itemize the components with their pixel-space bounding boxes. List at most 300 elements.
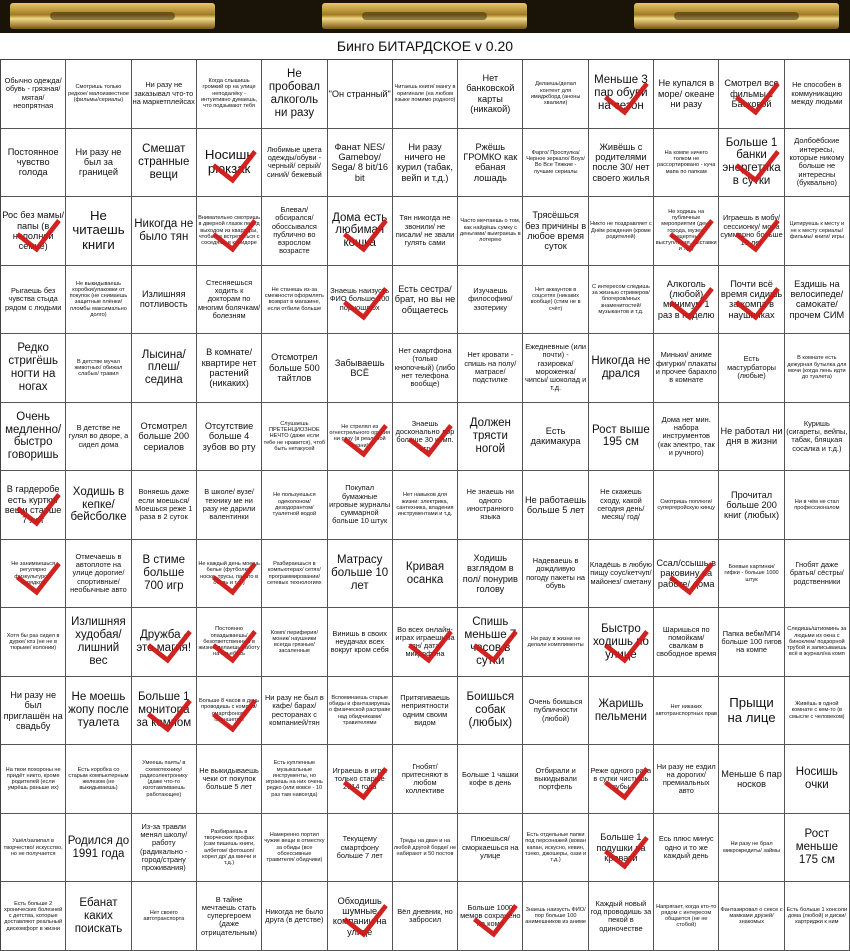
bingo-cell[interactable] bbox=[328, 266, 393, 335]
bingo-cell[interactable] bbox=[589, 334, 654, 403]
bingo-cell-text: Изучаешь философию/ эзотерику bbox=[468, 285, 513, 312]
bingo-cell-text: Никогда не дрался bbox=[591, 355, 651, 380]
bingo-cell-text: Гнобят даже братья/ сёстры/ родственники bbox=[789, 560, 844, 586]
bingo-cell-text: "Он странный" bbox=[328, 88, 391, 99]
bingo-cell-text: Никто не поздравляет с Днём рождения (кроме родителей) bbox=[590, 221, 652, 240]
bingo-cell-text: Ходишь в кепке/ бейсболке bbox=[70, 485, 127, 524]
bingo-cell[interactable] bbox=[262, 540, 327, 609]
bingo-cell-text: На компе ничего толком не рассортировано - куча мапа по папкам bbox=[657, 149, 716, 175]
bingo-cell-text: Есть мастурбаторы (любые) bbox=[727, 354, 776, 381]
bingo-cell-text: Постоянное чувство голода bbox=[7, 146, 59, 178]
bingo-cell-text: Часто мечтаешь о том, как найдёшь сумку с деньгами/ выиграешь в лотерею bbox=[459, 218, 521, 244]
bingo-cell-text: Шаришься по помойкам/ свалкам в свободное время bbox=[656, 624, 717, 659]
bingo-cell-text: В гардеробе есть куртки/вещи старше 7 лет bbox=[4, 484, 62, 526]
bingo-cell-text: В комнате/ квартире нет растений (никаких) bbox=[201, 347, 257, 389]
bingo-cell[interactable] bbox=[589, 197, 654, 266]
bingo-cell-text: Отбирали и выкидывали портфель bbox=[534, 765, 577, 792]
bingo-cell-text: Очень медленно/ быстро говоришь bbox=[5, 410, 62, 462]
bingo-cell-text: Не пробовал алкоголь ни разу bbox=[268, 68, 320, 119]
bingo-cell-text: Излишняя потливость bbox=[139, 289, 188, 310]
bingo-cell[interactable] bbox=[132, 814, 197, 883]
checkmark-icon bbox=[16, 548, 61, 595]
bingo-cell[interactable] bbox=[785, 814, 850, 883]
bingo-cell[interactable] bbox=[785, 540, 850, 609]
decorative-header-band bbox=[0, 0, 850, 33]
bingo-cell-text: Ни разу не брал микрокредиты/ займы bbox=[723, 841, 780, 854]
bingo-cell[interactable] bbox=[458, 129, 523, 198]
bingo-cell-text: Ни разу не был приглашён на свадьбу bbox=[3, 690, 63, 731]
bingo-cell[interactable] bbox=[328, 608, 393, 677]
bingo-cell[interactable] bbox=[719, 403, 784, 472]
bingo-cell[interactable] bbox=[197, 608, 262, 677]
bingo-cell[interactable] bbox=[654, 129, 719, 198]
bingo-cell-text: Ежедневные (или почти) - газировка/ мороженка/ чипсы/ шоколад и т.д. bbox=[524, 342, 587, 393]
bingo-cell[interactable] bbox=[262, 745, 327, 814]
bingo-cell-text: Не выкидываешь коробки/упаковки от покупок (не снимаешь защитные плёнки/ пломбы максимально долго) bbox=[69, 280, 128, 318]
bingo-cell[interactable] bbox=[66, 471, 131, 540]
bingo-cell[interactable] bbox=[132, 403, 197, 472]
bingo-cell-text: Ни разу не был за границей bbox=[75, 146, 122, 178]
bingo-cell-text: Цитируешь к месту и не к месту сериалы/ фильмы/ книги/ игры bbox=[789, 221, 845, 240]
bingo-cell[interactable] bbox=[785, 266, 850, 335]
bingo-cell[interactable] bbox=[197, 60, 262, 129]
bingo-cell-text: Когда слышишь громкий ор на улице неподалёку - интуитивно думаешь, что подзывают тебя bbox=[200, 78, 258, 110]
bingo-cell-text: Во всех онлайн-играх играешь за тян/ дата/ микрофона bbox=[395, 624, 455, 659]
bingo-cell[interactable] bbox=[262, 403, 327, 472]
bingo-cell[interactable] bbox=[328, 129, 393, 198]
bingo-cell-text: Больше 1 подушки на кровати bbox=[596, 832, 646, 863]
bingo-cell-text: Умеешь паять/ в схемотехнику/ радиоэлектронику (даже что-то изготавливаешь работающее) bbox=[139, 760, 188, 798]
bingo-cell[interactable] bbox=[328, 197, 393, 266]
bingo-cell-text: Ходишь взглядом в пол/ понурив голову bbox=[462, 552, 518, 594]
bingo-cell[interactable] bbox=[589, 471, 654, 540]
bingo-cell[interactable] bbox=[1, 197, 66, 266]
bingo-cell-text: Покупал бумажные игровые журналы суммарной больше 10 штук bbox=[329, 483, 391, 526]
bingo-cell-text: Никогда не было друга (в детстве) bbox=[265, 906, 324, 925]
bingo-cell[interactable] bbox=[1, 677, 66, 746]
bingo-cell[interactable] bbox=[458, 882, 523, 951]
bingo-cell[interactable] bbox=[654, 403, 719, 472]
bingo-cell[interactable] bbox=[197, 471, 262, 540]
bingo-cell[interactable] bbox=[785, 403, 850, 472]
bingo-cell[interactable] bbox=[719, 677, 784, 746]
bingo-cell[interactable] bbox=[523, 540, 588, 609]
bingo-cell-text: Кривая осанка bbox=[405, 560, 445, 586]
bingo-cell[interactable] bbox=[328, 745, 393, 814]
bingo-cell[interactable] bbox=[1, 60, 66, 129]
bingo-cell-text: Быстро ходишь по улице bbox=[592, 622, 649, 661]
bingo-cell[interactable] bbox=[785, 129, 850, 198]
bingo-cell[interactable] bbox=[328, 882, 393, 951]
bingo-cell-text: Очень боишься публичности (любой) bbox=[528, 697, 583, 723]
bingo-cell-text: Не скажешь сходу, какой сегодня день/ месяц/ год/ bbox=[597, 487, 645, 522]
bingo-cell[interactable] bbox=[523, 403, 588, 472]
bingo-cell[interactable] bbox=[393, 471, 458, 540]
bingo-cell[interactable] bbox=[66, 882, 131, 951]
bingo-cell[interactable] bbox=[66, 266, 131, 335]
bingo-cell[interactable] bbox=[197, 540, 262, 609]
bingo-cell-text: Смотрел все фильмы с Басковой bbox=[724, 78, 779, 109]
ornament-center bbox=[322, 3, 527, 29]
bingo-cell[interactable] bbox=[589, 129, 654, 198]
bingo-cell[interactable] bbox=[262, 471, 327, 540]
bingo-cell-text: Больше 8 часов в день проводишь с компом/ смартфоном/ планшетом bbox=[199, 698, 260, 723]
bingo-cell[interactable] bbox=[719, 129, 784, 198]
bingo-cell[interactable] bbox=[589, 814, 654, 883]
bingo-cell[interactable] bbox=[132, 60, 197, 129]
bingo-cell[interactable] bbox=[719, 60, 784, 129]
bingo-cell[interactable] bbox=[393, 403, 458, 472]
bingo-cell-text: Знаешь досконально лор больше 30 комп. игр bbox=[395, 418, 455, 453]
bingo-cell[interactable] bbox=[393, 197, 458, 266]
bingo-cell-text: Нет смартфона (только кнопочный) (либо нет телефона вообще) bbox=[394, 346, 456, 389]
bingo-cell-text: Не способен в коммуникацию между людьми bbox=[791, 80, 843, 106]
bingo-cell[interactable] bbox=[785, 197, 850, 266]
bingo-cell-text: Отсутствие больше 4 зубов во рту bbox=[202, 421, 256, 452]
bingo-cell-text: Не работал ни дня в жизни bbox=[720, 426, 783, 447]
bingo-cell[interactable] bbox=[719, 745, 784, 814]
bingo-cell[interactable] bbox=[132, 608, 197, 677]
checkmark-icon bbox=[342, 411, 387, 458]
bingo-cell-text: Нет никаких автотранспортных прав bbox=[655, 704, 717, 717]
bingo-cell-text: Смотришь поплюги/ супергеройскую кинцу bbox=[657, 498, 716, 511]
bingo-cell-text: Есть больше 2 хронических болезней с детства, которые доставляют реальный дискомфорт в жизни bbox=[3, 900, 63, 932]
bingo-cell[interactable] bbox=[523, 814, 588, 883]
bingo-cell-text: Прыщи на лице bbox=[727, 694, 776, 725]
bingo-cell[interactable] bbox=[458, 745, 523, 814]
bingo-cell[interactable] bbox=[589, 677, 654, 746]
bingo-cell[interactable] bbox=[132, 129, 197, 198]
bingo-cell[interactable] bbox=[523, 677, 588, 746]
bingo-cell-text: Блевал/ обсирался/ обоссывался публично во взрослом возрасте bbox=[271, 204, 317, 256]
bingo-cell[interactable] bbox=[785, 334, 850, 403]
bingo-cell[interactable] bbox=[523, 882, 588, 951]
bingo-cell-text: Носишь рюкзак bbox=[204, 146, 254, 177]
bingo-cell-text: Нет аккаунтов в соцсетях (никаких вообще) (стим не в счёт) bbox=[530, 286, 581, 312]
bingo-cell[interactable] bbox=[328, 60, 393, 129]
bingo-cell-text: Излишняя худобая/ лишний вес bbox=[71, 616, 126, 667]
bingo-cell-text: Дружба - это магия! bbox=[136, 629, 192, 655]
bingo-cell[interactable] bbox=[1, 403, 66, 472]
bingo-cell[interactable] bbox=[719, 882, 784, 951]
bingo-cell-text: Хотя бы раз сидел в дурке/ кпз (не не в тюрьме/ колонии) bbox=[6, 632, 60, 652]
bingo-cell-text: Больше 1 банки энергетика в сутки bbox=[722, 136, 781, 188]
bingo-cell-text: Любимые цвета одежды/обуви - черный/ серый/ синий/ бежевый bbox=[266, 144, 322, 179]
bingo-cell[interactable] bbox=[393, 266, 458, 335]
bingo-cell[interactable] bbox=[719, 334, 784, 403]
bingo-cell[interactable] bbox=[197, 677, 262, 746]
bingo-cell-text: Живёшь с родителями после 30/ нет своего жилья bbox=[592, 141, 650, 183]
bingo-cell-text: Дома есть любимая кошка bbox=[332, 211, 388, 250]
bingo-cell[interactable] bbox=[1, 540, 66, 609]
bingo-cell-text: Следишь/штиоминь за людьми из окна с биноклем/ подзорной трубой и записываешь всё в журнал/на комп bbox=[787, 626, 847, 658]
bingo-cell[interactable] bbox=[458, 334, 523, 403]
bingo-cell-text: Матрасу больше 10 лет bbox=[331, 554, 389, 592]
bingo-cell-text: Больше 1 монитора за компом bbox=[136, 691, 192, 730]
bingo-cell[interactable] bbox=[654, 266, 719, 335]
checkmark-icon bbox=[212, 548, 257, 595]
bingo-cell[interactable] bbox=[262, 814, 327, 883]
bingo-cell-text: Намеренно портил чужие вещи в отместку за обиды (все обсессивные травителя/ обидчики) bbox=[264, 832, 325, 864]
bingo-cell-text: Живёшь в одной комнате с кем-то (в смысле с человеком) bbox=[789, 701, 845, 720]
bingo-cell-text: Ржёшь ГРОМКО как ебаная лошадь bbox=[463, 141, 518, 183]
bingo-cell[interactable] bbox=[654, 197, 719, 266]
bingo-cell[interactable] bbox=[654, 608, 719, 677]
bingo-cell-text: Есть купленные музыкальные инструменты, но играешь на них очень редко (или вовсе - 10 раз там навсегда) bbox=[265, 760, 323, 798]
bingo-cell[interactable] bbox=[523, 266, 588, 335]
bingo-cell[interactable] bbox=[66, 677, 131, 746]
bingo-cell[interactable] bbox=[197, 745, 262, 814]
bingo-cell[interactable] bbox=[66, 745, 131, 814]
bingo-cell-text: Папка вебм/МП4 больше 100 гигов на компе bbox=[721, 628, 782, 655]
bingo-cell[interactable] bbox=[262, 882, 327, 951]
bingo-cell[interactable] bbox=[393, 814, 458, 883]
bingo-cell[interactable] bbox=[719, 197, 784, 266]
bingo-cell[interactable] bbox=[66, 814, 131, 883]
checkmark-icon bbox=[604, 754, 649, 801]
bingo-cell-text: Фарго/ Проспулка/ Черное зеркало/ Boys/ Во Все Тяжкие - лучшие сериалы bbox=[526, 149, 585, 175]
bingo-cell-text: Ни разу не заказывал что-то на маркетплейсах bbox=[132, 80, 195, 106]
bingo-cell-text: Есь плюс минус одно и то же каждый день bbox=[658, 834, 714, 860]
bingo-cell-text: Играешь в мобу/ сессионку/ моба суммарно больше 15 лет bbox=[720, 213, 783, 248]
bingo-cell[interactable] bbox=[66, 608, 131, 677]
bingo-cell[interactable] bbox=[197, 266, 262, 335]
bingo-cell[interactable] bbox=[132, 471, 197, 540]
bingo-cell-text: Не читаешь книги bbox=[72, 207, 125, 253]
bingo-cell[interactable] bbox=[589, 266, 654, 335]
bingo-cell[interactable] bbox=[393, 540, 458, 609]
bingo-cell[interactable] bbox=[654, 471, 719, 540]
bingo-cell[interactable] bbox=[458, 197, 523, 266]
bingo-cell[interactable] bbox=[66, 129, 131, 198]
bingo-cell-text: Ушёл/залипал в творчество/ искусство, но не получается bbox=[3, 838, 63, 857]
bingo-cell[interactable] bbox=[1, 471, 66, 540]
bingo-cell[interactable] bbox=[589, 882, 654, 951]
bingo-cell[interactable] bbox=[262, 677, 327, 746]
bingo-cell[interactable] bbox=[132, 266, 197, 335]
bingo-cell-text: Есть дакимакура bbox=[530, 426, 581, 447]
bingo-cell-text: Фанат NES/ Gameboy/ Sega/ 8 bit/16 bit bbox=[331, 141, 389, 183]
bingo-cell-text: В детстве не гулял во дворе, а сидел дома bbox=[68, 423, 129, 449]
bingo-cell[interactable] bbox=[66, 334, 131, 403]
bingo-cell[interactable] bbox=[262, 129, 327, 198]
bingo-cell-text: Вспоминаешь старые обиды и фантазируешь о физической расправе над обидчиками/ травителями bbox=[328, 694, 391, 726]
bingo-cell[interactable] bbox=[393, 882, 458, 951]
bingo-cell[interactable] bbox=[328, 334, 393, 403]
bingo-cell-text: Обходишь шумные компании на улице bbox=[332, 895, 387, 937]
bingo-cell-text: Не знаешь ни одного иностранного языка bbox=[466, 487, 514, 522]
bingo-cell[interactable] bbox=[589, 745, 654, 814]
bingo-cell[interactable] bbox=[1, 129, 66, 198]
bingo-cell-text: Ни разу ничего не курил (табак, вейп и т.д.) bbox=[397, 141, 453, 183]
bingo-cell-text: Рост меньше 175 см bbox=[795, 828, 838, 867]
bingo-cell[interactable] bbox=[719, 471, 784, 540]
bingo-cell-text: Ебанат каких поискать bbox=[74, 896, 123, 935]
bingo-cell[interactable] bbox=[393, 334, 458, 403]
bingo-cell-text: Редко стригёшь ногти на ногах bbox=[8, 342, 58, 393]
bingo-cell[interactable] bbox=[458, 266, 523, 335]
bingo-cell[interactable] bbox=[66, 60, 131, 129]
bingo-cell[interactable] bbox=[785, 677, 850, 746]
bingo-cell-text: Больше 1 чашки кофе в день bbox=[462, 769, 519, 788]
bingo-cell[interactable] bbox=[458, 471, 523, 540]
bingo-cell-text: Надеваешь в дождливую погоду пакеты на обувь bbox=[526, 555, 586, 590]
bingo-cell-text: Боевые картинки/ гифки - больше 1000 штук bbox=[724, 564, 779, 583]
bingo-cell[interactable] bbox=[785, 882, 850, 951]
bingo-cell[interactable] bbox=[654, 814, 719, 883]
bingo-cell-text: Ни разу не был в кафе/ барах/ ресторанах с компанией/тян bbox=[264, 693, 324, 727]
bingo-cell[interactable] bbox=[132, 540, 197, 609]
bingo-cell[interactable] bbox=[458, 814, 523, 883]
bingo-cell-text: Не каждый день моешь белье (футболки, носки, трусы, пальто в обувь и т.д.) bbox=[198, 561, 260, 586]
bingo-cell[interactable] bbox=[1, 882, 66, 951]
bingo-cell[interactable] bbox=[393, 745, 458, 814]
bingo-cell[interactable] bbox=[1, 266, 66, 335]
bingo-cell[interactable] bbox=[132, 882, 197, 951]
bingo-cell[interactable] bbox=[66, 197, 131, 266]
bingo-cell[interactable] bbox=[132, 677, 197, 746]
bingo-cell-text: Больше 1000 мемов сохранено на комп bbox=[460, 902, 521, 929]
bingo-cell[interactable] bbox=[785, 745, 850, 814]
bingo-cell[interactable] bbox=[589, 60, 654, 129]
bingo-cell[interactable] bbox=[262, 608, 327, 677]
checkmark-icon bbox=[147, 616, 192, 663]
bingo-cell-text: Делаешь/делал контент для имиджборд (аноны хвалили) bbox=[530, 81, 581, 107]
bingo-cell[interactable] bbox=[132, 745, 197, 814]
bingo-cell-text: Не ходишь на публичные мероприятия (день города, музеи, концертные выступления, выставки и т.д.) bbox=[655, 208, 717, 253]
bingo-cell-text: Треды на двач и на любой другой борде/ не набирают и 50 постов bbox=[393, 838, 457, 857]
bingo-cell-text: Играешь в игры только старше 2014 года bbox=[332, 765, 387, 792]
bingo-cell-text: В детстве мучал животных/ обижал слабых/ травил bbox=[74, 358, 123, 378]
bingo-cell-text: Нет банковской карты (никакой) bbox=[466, 73, 515, 115]
bingo-cell[interactable] bbox=[458, 677, 523, 746]
bingo-cell[interactable] bbox=[523, 129, 588, 198]
bingo-cell[interactable] bbox=[262, 334, 327, 403]
bingo-cell-text: Не купался в море/ океане ни разу bbox=[658, 78, 715, 109]
bingo-cell[interactable] bbox=[458, 60, 523, 129]
bingo-cell-text: Смешат странные вещи bbox=[138, 142, 190, 181]
bingo-cell[interactable] bbox=[589, 608, 654, 677]
bingo-cell-text: Должен трясти ногой bbox=[469, 417, 511, 455]
bingo-cell[interactable] bbox=[197, 814, 262, 883]
bingo-cell[interactable] bbox=[262, 60, 327, 129]
bingo-cell[interactable] bbox=[719, 266, 784, 335]
bingo-cell[interactable] bbox=[523, 60, 588, 129]
bingo-cell[interactable] bbox=[654, 745, 719, 814]
bingo-cell-text: Не занимаешься регулярно физкультурой/ зарядкой bbox=[11, 561, 56, 586]
bingo-cell[interactable] bbox=[785, 608, 850, 677]
bingo-cell-text: Дома нет мин. набора инструментов (как электро, так и ручного) bbox=[657, 414, 715, 457]
bingo-cell[interactable] bbox=[262, 266, 327, 335]
bingo-cell[interactable] bbox=[132, 334, 197, 403]
bingo-cell[interactable] bbox=[328, 677, 393, 746]
bingo-cell[interactable] bbox=[458, 608, 523, 677]
bingo-cell[interactable] bbox=[719, 814, 784, 883]
bingo-cell[interactable] bbox=[523, 197, 588, 266]
bingo-cell-text: Разбираешь в творческих профах (сам пишешь книги, албетом/ фотошоп/ корел др/ да винчи и т.д.) bbox=[202, 828, 256, 867]
bingo-cell-text: Носишь очки bbox=[795, 766, 838, 792]
bingo-cell-text: Прочитал больше 200 книг (любых) bbox=[724, 489, 780, 521]
bingo-cell-text: Алкоголь (любой) минимум 1 раз в неделю bbox=[657, 278, 715, 320]
bingo-cell[interactable] bbox=[589, 540, 654, 609]
bingo-cell[interactable] bbox=[1, 814, 66, 883]
bingo-cell[interactable] bbox=[719, 540, 784, 609]
bingo-cell[interactable] bbox=[197, 403, 262, 472]
bingo-cell[interactable] bbox=[328, 471, 393, 540]
bingo-cell[interactable] bbox=[654, 334, 719, 403]
bingo-cell[interactable] bbox=[328, 403, 393, 472]
bingo-cell-text: В комнате есть дежурная бутылка для мочи (когда лень идти до туалета) bbox=[787, 355, 847, 381]
bingo-cell[interactable] bbox=[197, 334, 262, 403]
bingo-cell[interactable] bbox=[393, 129, 458, 198]
bingo-cell-text: Гнобят/ притесняют в любом коллективе bbox=[401, 761, 449, 796]
bingo-cell[interactable] bbox=[66, 540, 131, 609]
bingo-cell[interactable] bbox=[719, 608, 784, 677]
bingo-cell[interactable] bbox=[262, 197, 327, 266]
bingo-cell-text: Лысина/ плеш/ седина bbox=[141, 348, 186, 387]
bingo-cell[interactable] bbox=[785, 471, 850, 540]
bingo-cell-text: Каждый новый год проводишь за пекой в одиночестве bbox=[590, 898, 652, 933]
bingo-cell-text: Боишься собак (любых) bbox=[466, 691, 515, 730]
bingo-cell-text: Внимательно смотришь в дверной глазок перед выходом из квартиры, чтобы не встретиться с соседями в коридоре bbox=[198, 215, 261, 247]
checkmark-icon bbox=[342, 274, 387, 321]
bingo-cell[interactable] bbox=[523, 471, 588, 540]
bingo-cell[interactable] bbox=[458, 403, 523, 472]
bingo-cell[interactable] bbox=[197, 882, 262, 951]
bingo-cell[interactable] bbox=[197, 129, 262, 198]
bingo-cell[interactable] bbox=[393, 608, 458, 677]
bingo-cell[interactable] bbox=[523, 334, 588, 403]
bingo-cell-text: Никогда не было тян bbox=[134, 217, 194, 243]
bingo-cell-text: Читаешь книги/ мангу в оригинале (на любом языке помимо родного) bbox=[394, 84, 456, 103]
bingo-cell[interactable] bbox=[197, 197, 262, 266]
bingo-cell[interactable] bbox=[785, 60, 850, 129]
bingo-cell[interactable] bbox=[1, 745, 66, 814]
bingo-cell-text: Почти всё время сидишь за компа в наушниках bbox=[720, 278, 783, 320]
bingo-cell-text: Миньки/ аниме фигурки/ плакаты и прочее барахло в комнате bbox=[655, 350, 717, 385]
bingo-cell[interactable] bbox=[393, 677, 458, 746]
bingo-cell-text: В тайне мечтаешь стать супергероем (даже отрицательным) bbox=[201, 894, 258, 937]
bingo-cell-text: Воняешь даже если моешься/ Моешься реже 1 раза в 2 суток bbox=[135, 487, 193, 522]
bingo-cell-text: Фантазировал о сексе с мамками друзей/знакомых bbox=[720, 906, 783, 926]
bingo-cell[interactable] bbox=[1, 334, 66, 403]
bingo-cell-text: Стесняешься ходить к докторам по многим болячкам/ болезням bbox=[197, 277, 261, 320]
bingo-cell-text: Не моешь жопу после туалета bbox=[68, 691, 129, 730]
bingo-cell-text: Куришь (сигареты, вейпы, табак, бляцкая сосалка и т.д.) bbox=[786, 418, 848, 453]
bingo-cell[interactable] bbox=[589, 403, 654, 472]
bingo-cell[interactable] bbox=[1, 608, 66, 677]
bingo-cell[interactable] bbox=[132, 197, 197, 266]
bingo-cell[interactable] bbox=[458, 540, 523, 609]
bingo-cell[interactable] bbox=[328, 814, 393, 883]
bingo-cell[interactable] bbox=[523, 608, 588, 677]
bingo-cell[interactable] bbox=[654, 882, 719, 951]
bingo-cell-text: Рыгаешь без чувства стыда рядом с людьми bbox=[4, 285, 62, 312]
bingo-cell-text: Не работаешь больше 5 лет bbox=[525, 494, 587, 515]
checkmark-icon bbox=[473, 891, 518, 938]
bingo-cell-text: Плюешься/ сморкаешься на улице bbox=[462, 834, 519, 860]
bingo-cell[interactable] bbox=[66, 403, 131, 472]
bingo-cell[interactable] bbox=[654, 60, 719, 129]
bingo-cell[interactable] bbox=[393, 60, 458, 129]
bingo-cell-text: Винишь в своих неудачах всех вокруг кром себя bbox=[330, 628, 389, 655]
bingo-cell-text: Не пользуешься одеколоном/ дезодорантом/ туалетной водой bbox=[272, 492, 317, 518]
bingo-cell[interactable] bbox=[523, 745, 588, 814]
bingo-cell[interactable] bbox=[654, 540, 719, 609]
bingo-cell[interactable] bbox=[654, 677, 719, 746]
bingo-cell[interactable] bbox=[328, 540, 393, 609]
bingo-cell-text: Спишь меньше 7 часов в сутки bbox=[464, 616, 517, 667]
